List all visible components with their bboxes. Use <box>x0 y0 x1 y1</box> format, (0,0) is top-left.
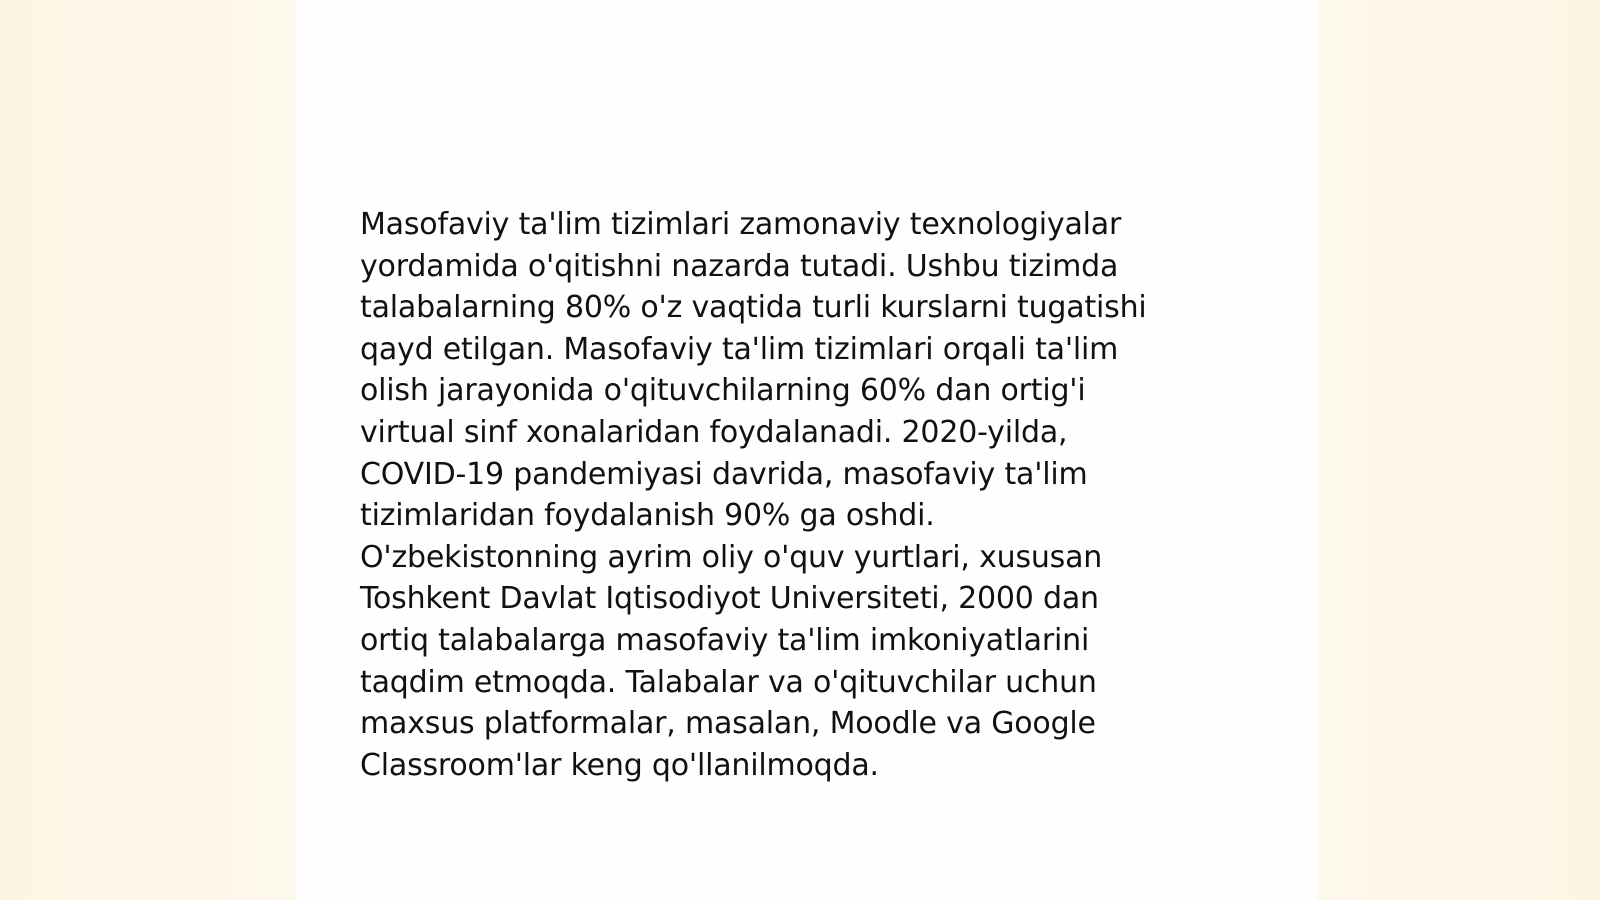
text-line: maxsus platformalar, masalan, Moodle va Google <box>360 706 1096 742</box>
text-line: COVID-19 pandemiyasi davrida, masofaviy ta'lim <box>360 456 1088 492</box>
text-line: Masofaviy ta'lim tizimlari zamonaviy texnologiyalar <box>360 207 1122 242</box>
text-line: Classroom'lar keng qo'llanilmoqda. <box>360 747 879 783</box>
text-line: virtual sinf xonalaridan foydalanadi. 2020-yilda, <box>360 414 1068 450</box>
body-paragraph <box>360 204 1240 786</box>
text-line: taqdim etmoqda. Talabalar va o'qituvchilar uchun <box>360 664 1097 700</box>
text-line: ortiq talabalarga masofaviy ta'lim imkoniyatlarini <box>360 622 1090 658</box>
text-line: olish jarayonida o'qituvchilarning 60% dan ortig'i <box>360 373 1086 409</box>
text-line: yordamida o'qitishni nazarda tutadi. Ushbu tizimda <box>360 248 1119 284</box>
text-line: talabalarning 80% o'z vaqtida turli kurslarni tugatishi <box>360 290 1147 326</box>
text-line: tizimlaridan foydalanish 90% ga oshdi. <box>360 498 935 534</box>
document-page <box>296 0 1318 900</box>
text-line: O'zbekistonning ayrim oliy o'quv yurtlari, xususan <box>360 539 1103 575</box>
text-line: Toshkent Davlat Iqtisodiyot Universiteti, 2000 dan <box>360 581 1099 617</box>
text-line: qayd etilgan. Masofaviy ta'lim tizimlari orqali ta'lim <box>360 331 1119 367</box>
